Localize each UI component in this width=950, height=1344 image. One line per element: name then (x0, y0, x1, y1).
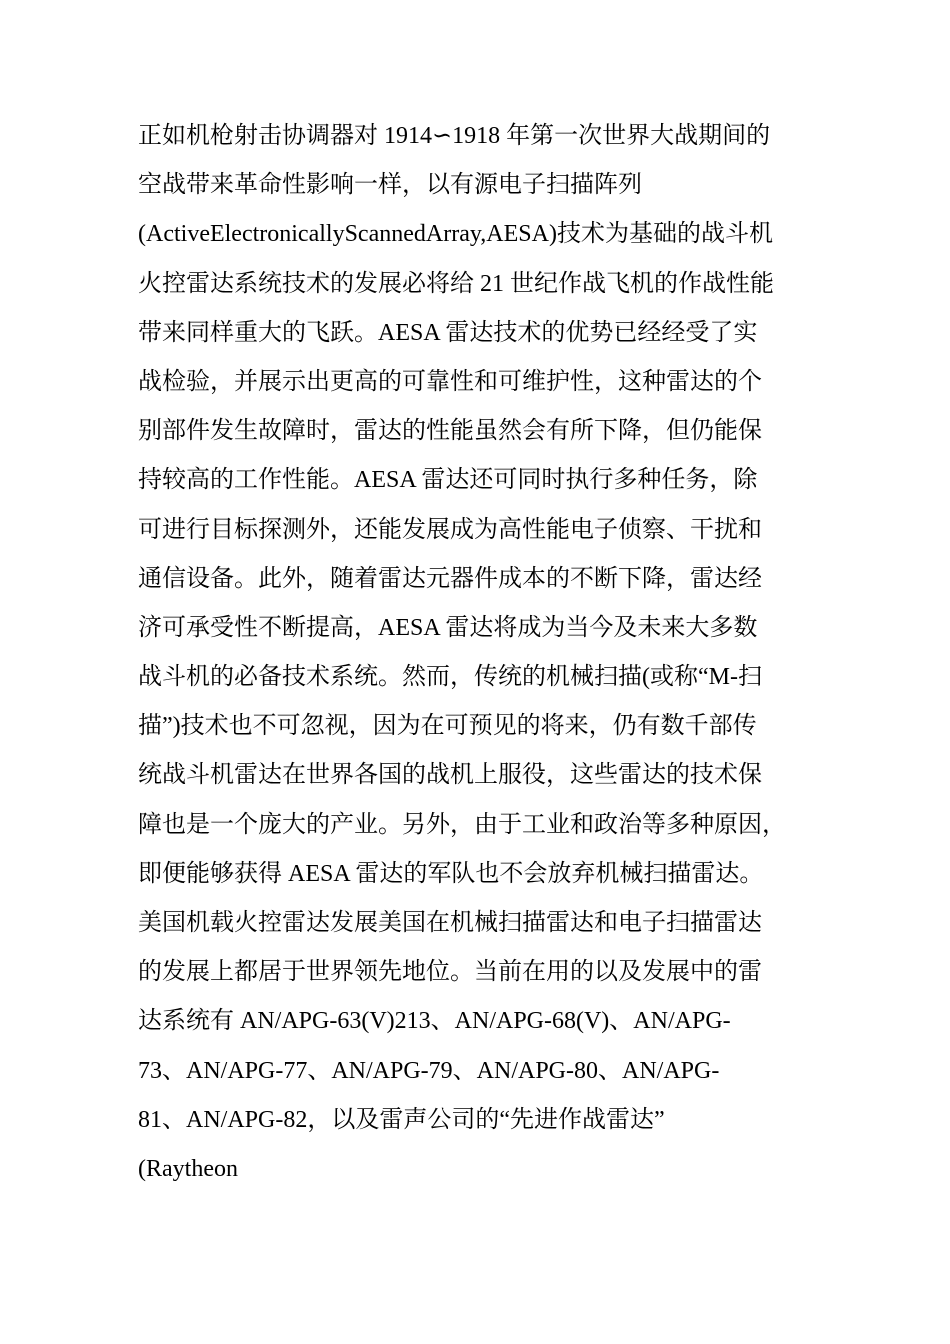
text-line-18: 的发展上都居于世界领先地位。当前在用的以及发展中的雷 (138, 959, 762, 986)
text-line-1: 正如机枪射击协调器对 1914∽1918 年第一次世界大战期间的 (138, 123, 771, 149)
body-paragraph (138, 112, 838, 1194)
text-line-12: 战斗机的必备技术系统。然而，传统的机械扫描(或称“M-扫 (138, 664, 762, 691)
text-line-9: 可进行目标探测外，还能发展成为高性能电子侦察、干扰和 (138, 516, 762, 543)
text-line-5: 带来同样重大的飞跃。AESA 雷达技术的优势已经经受了实 (138, 319, 758, 346)
text-line-11: 济可承受性不断提高，AESA 雷达将成为当今及未来大多数 (138, 614, 758, 641)
text-line-10: 通信设备。此外，随着雷达元器件成本的不断下降，雷达经 (138, 565, 762, 592)
text-line-21: 81、AN/APG-82，以及雷声公司的“先进作战雷达” (138, 1106, 665, 1133)
text-line-16: 即便能够获得 AESA 雷达的军队也不会放弃机械扫描雷达。 (138, 860, 764, 887)
text-line-2: 空战带来革命性影响一样，以有源电子扫描阵列 (138, 172, 642, 199)
text-line-15: 障也是一个庞大的产业。另外，由于工业和政治等多种原因， (138, 811, 786, 838)
text-line-20: 73、AN/APG-77、AN/APG-79、AN/APG-80、AN/APG- (138, 1057, 720, 1084)
text-line-14: 统战斗机雷达在世界各国的战机上服役，这些雷达的技术保 (138, 762, 762, 789)
text-line-6: 战检验，并展示出更高的可靠性和可维护性，这种雷达的个 (138, 368, 762, 395)
text-line-22: (Raytheon (138, 1155, 238, 1182)
text-line-4: 火控雷达系统技术的发展必将给 21 世纪作战飞机的作战性能 (138, 270, 774, 297)
text-line-13: 描”)技术也不可忽视，因为在可预见的将来，仍有数千部传 (138, 713, 757, 740)
text-line-8: 持较高的工作性能。AESA 雷达还可同时执行多种任务，除 (138, 467, 758, 494)
text-line-17: 美国机载火控雷达发展美国在机械扫描雷达和电子扫描雷达 (138, 910, 762, 936)
text-line-7: 别部件发生故障时，雷达的性能虽然会有所下降，但仍能保 (138, 418, 762, 445)
text-line-3: (ActiveElectronicallyScannedArray,AESA)技术为基础的战斗机 (138, 221, 773, 248)
text-line-19: 达系统有 AN/APG-63(V)213、AN/APG-68(V)、AN/APG- (138, 1008, 731, 1035)
